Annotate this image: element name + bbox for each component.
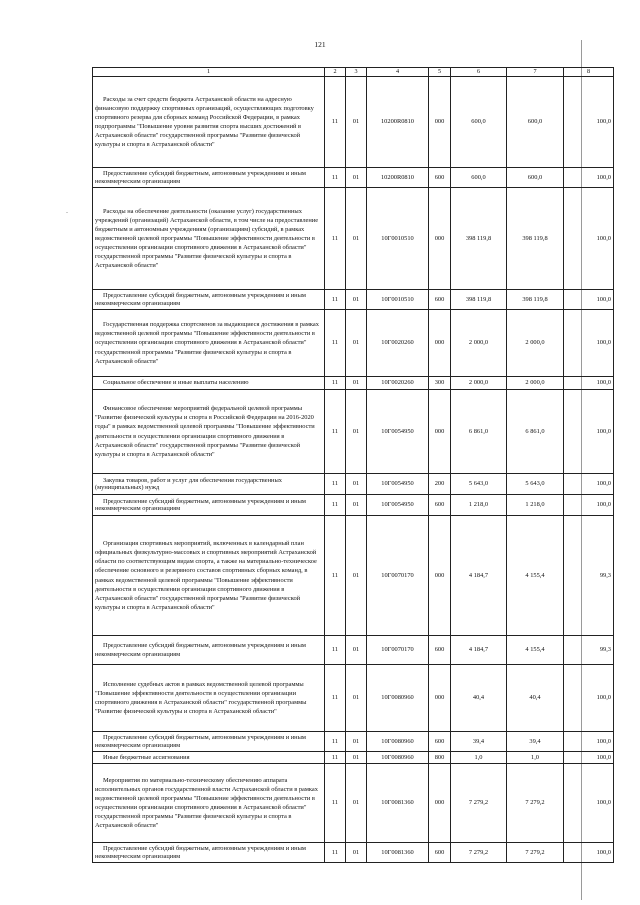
expense-type-code: 000 [429,665,451,732]
scan-mark: - [66,210,68,216]
executed-amount: 1 218,0 [507,495,564,516]
header-cell: 2 [325,68,346,77]
execution-percent: 99,3 [564,516,614,636]
expense-type-code: 000 [429,516,451,636]
section-code: 11 [325,732,346,752]
subsection-code: 01 [346,390,367,474]
row-name [93,636,325,665]
planned-amount: 6 861,0 [451,390,507,474]
table-row [93,188,614,290]
planned-amount: 398 119,8 [451,188,507,290]
subsection-code: 01 [346,495,367,516]
row-name [93,168,325,188]
subsection-code: 01 [346,168,367,188]
execution-percent: 100,0 [564,188,614,290]
row-name-text: Закупка товаров, работ и услуг для обеспечения государственных (муниципальных) нужд [95,476,282,491]
expense-type-code: 600 [429,843,451,863]
executed-amount: 7 279,2 [507,843,564,863]
row-name-text: Предоставление субсидий бюджетным, автономным учреждениям и иным некоммерческим организациям [95,734,306,749]
row-name-text: Финансовое обеспечение мероприятий федеральной целевой программы "Развитие физической культуры и спорта в Российской Федерации на 2016-2020 годы" в рамках ведомственной целевой программы "Повышение эффективности деятельности в осуществлении организации спортивного движения в Астраханской области" государственной программы "Развитие физической культуры и спорта в Астраханской области" [95,405,315,458]
planned-amount: 398 119,8 [451,290,507,310]
row-name-text: Организация спортивных мероприятий, включенных в календарный план официальных физкультурно-массовых и спортивных мероприятий Астраханской области по соответствующим видам спорта, а также на материально-техническое обеспечение основного и резервного составов спортивных сборных команд, в рамках ведомственной целевой программы "Повышение эффективности деятельности в осуществлении организации спортивного движения в Астраханской области" государственной программы "Развитие физической культуры и спорта в Астраханской области" [95,540,317,611]
target-article-code: 10Г0054950 [367,495,429,516]
page-number: 121 [314,40,326,49]
section-code: 11 [325,168,346,188]
executed-amount: 398 119,8 [507,290,564,310]
table-row [93,377,614,390]
table-row [93,843,614,863]
target-article-code: 10Г0054950 [367,474,429,495]
planned-amount: 4 184,7 [451,636,507,665]
row-name-text: Мероприятия по материально-техническому обеспечению аппарата исполнительных органов государственной власти Астраханской области в рамках ведомственной целевой программы "Повышение эффективности деятельности в осуществлении организации спортивного движения в Астраханской области" государственной программы "Развитие физической культуры и спорта в Астраханской области" [95,776,318,830]
header-cell: 1 [93,68,325,77]
execution-percent: 100,0 [564,474,614,495]
executed-amount: 600,0 [507,168,564,188]
table-row [93,495,614,516]
planned-amount: 4 184,7 [451,516,507,636]
row-name-text: Исполнение судебных актов в рамках ведомственной целевой программы "Повышение эффективности деятельности в осуществлении организации спортивного движения в Астраханской области" государственной программы "Развитие физической культуры и спорта в Астраханской области" [95,680,307,716]
expense-type-code: 600 [429,495,451,516]
executed-amount: 398 119,8 [507,188,564,290]
table-row [93,752,614,764]
subsection-code: 01 [346,188,367,290]
header-cell: 3 [346,68,367,77]
expense-type-code: 000 [429,77,451,168]
row-name [93,377,325,390]
row-name-text: Предоставление субсидий бюджетным, автономным учреждениям и иным некоммерческим организациям [95,292,306,307]
execution-percent: 100,0 [564,390,614,474]
expense-type-code: 600 [429,636,451,665]
row-name [93,474,325,495]
row-name-text: Предоставление субсидий бюджетным, автономным учреждениям и иным некоммерческим организациям [95,641,306,658]
execution-percent: 100,0 [564,495,614,516]
row-name [93,764,325,843]
planned-amount: 600,0 [451,168,507,188]
execution-percent: 100,0 [564,168,614,188]
expense-type-code: 000 [429,188,451,290]
target-article-code: 10Г0070170 [367,516,429,636]
section-code: 11 [325,516,346,636]
subsection-code: 01 [346,474,367,495]
section-code: 11 [325,290,346,310]
target-article-code: 10Г0081360 [367,843,429,863]
subsection-code: 01 [346,764,367,843]
executed-amount: 2 000,0 [507,310,564,377]
subsection-code: 01 [346,752,367,764]
section-code: 11 [325,843,346,863]
section-code: 11 [325,474,346,495]
planned-amount: 1 218,0 [451,495,507,516]
section-code: 11 [325,390,346,474]
execution-percent: 100,0 [564,77,614,168]
header-cell: 5 [429,68,451,77]
target-article-code: 10Г0080960 [367,752,429,764]
execution-percent: 100,0 [564,732,614,752]
subsection-code: 01 [346,290,367,310]
execution-percent: 100,0 [564,377,614,390]
execution-percent: 99,3 [564,636,614,665]
target-article-code: 10200R0810 [367,77,429,168]
table-row [93,290,614,310]
row-name-text: Государственная поддержка спортсменов за выдающиеся достижения в рамках ведомственной целевой программы "Повышение эффективности деятельности в осуществлении организации спортивного движения в Астраханской области" государственной программы "Развитие физической культуры и спорта в Астраханской области" [95,321,319,365]
row-name-text: Расходы за счет средств бюджета Астраханской области на адресную финансовую поддержку спортивных организаций, осуществляющих подготовку спортивного резерва для сборных команд Российской Федерации, в рамках подпрограммы "Повышение уровня развития спорта высших достижений в Астраханской области" государственной программы "Развитие физической культуры и спорта в Астраханской области" [95,95,314,149]
table-row [93,516,614,636]
target-article-code: 10Г0081360 [367,764,429,843]
row-name [93,310,325,377]
row-name [93,495,325,516]
table-row [93,732,614,752]
target-article-code: 10Г0020260 [367,310,429,377]
executed-amount: 4 155,4 [507,636,564,665]
row-name [93,290,325,310]
planned-amount: 2 000,0 [451,377,507,390]
row-name-text: Социальное обеспечение и иные выплаты населению [103,379,249,387]
executed-amount: 4 155,4 [507,516,564,636]
expense-type-code: 000 [429,764,451,843]
header-cell: 6 [451,68,507,77]
row-name-text: Предоставление субсидий бюджетным, автономным учреждениям и иным некоммерческим организациям [95,845,306,860]
row-name [93,188,325,290]
section-code: 11 [325,377,346,390]
table-row [93,665,614,732]
row-name-text: Иные бюджетные ассигнования [103,753,190,761]
row-name-text: Предоставление субсидий бюджетным, автономным учреждениям и иным некоммерческим организациям [95,497,306,512]
executed-amount: 2 000,0 [507,377,564,390]
target-article-code: 10Г0070170 [367,636,429,665]
execution-percent: 100,0 [564,764,614,843]
expense-type-code: 600 [429,732,451,752]
planned-amount: 600,0 [451,77,507,168]
target-article-code: 10Г0080960 [367,732,429,752]
planned-amount: 7 279,2 [451,764,507,843]
row-name [93,77,325,168]
row-name-text: Расходы на обеспечение деятельности (оказание услуг) государственных учреждений (организаций) Астраханской области, в том числе на предоставление бюджетным и автономным учреждениям (организациям) субсидий, в рамках ведомственной целевой программы "Повышение эффективности деятельности в осуществлении организации спортивного движения в Астраханской области" государственной программы "Развитие физической культуры и спорта в Астраханской области" [95,207,319,270]
table-header-row [93,68,614,77]
row-name [93,516,325,636]
expense-type-code: 300 [429,377,451,390]
subsection-code: 01 [346,310,367,377]
planned-amount: 1,0 [451,752,507,764]
target-article-code: 10200R0810 [367,168,429,188]
row-name [93,732,325,752]
section-code: 11 [325,764,346,843]
subsection-code: 01 [346,77,367,168]
row-name-text: Предоставление субсидий бюджетным, автономным учреждениям и иным некоммерческим организациям [95,170,306,185]
expense-type-code: 200 [429,474,451,495]
header-cell: 7 [507,68,564,77]
executed-amount: 39,4 [507,732,564,752]
executed-amount: 40,4 [507,665,564,732]
execution-percent: 100,0 [564,665,614,732]
planned-amount: 40,4 [451,665,507,732]
subsection-code: 01 [346,732,367,752]
planned-amount: 5 643,0 [451,474,507,495]
target-article-code: 10Г0010510 [367,188,429,290]
executed-amount: 7 279,2 [507,764,564,843]
target-article-code: 10Г0080960 [367,665,429,732]
row-name [93,665,325,732]
expense-type-code: 600 [429,168,451,188]
target-article-code: 10Г0054950 [367,390,429,474]
header-cell: 8 [564,68,614,77]
planned-amount: 2 000,0 [451,310,507,377]
planned-amount: 39,4 [451,732,507,752]
subsection-code: 01 [346,636,367,665]
section-code: 11 [325,495,346,516]
expense-type-code: 600 [429,290,451,310]
section-code: 11 [325,752,346,764]
expense-type-code: 000 [429,310,451,377]
table-row [93,390,614,474]
row-name [93,390,325,474]
table-row [93,310,614,377]
target-article-code: 10Г0010510 [367,290,429,310]
expense-type-code: 000 [429,390,451,474]
budget-table [92,67,614,863]
execution-percent: 100,0 [564,843,614,863]
table-row [93,474,614,495]
row-name [93,752,325,764]
table-row [93,636,614,665]
section-code: 11 [325,188,346,290]
section-code: 11 [325,665,346,732]
execution-percent: 100,0 [564,290,614,310]
subsection-code: 01 [346,516,367,636]
execution-percent: 100,0 [564,310,614,377]
planned-amount: 7 279,2 [451,843,507,863]
table-row [93,77,614,168]
table-row [93,168,614,188]
executed-amount: 600,0 [507,77,564,168]
target-article-code: 10Г0020260 [367,377,429,390]
executed-amount: 6 861,0 [507,390,564,474]
section-code: 11 [325,636,346,665]
subsection-code: 01 [346,377,367,390]
section-code: 11 [325,77,346,168]
section-code: 11 [325,310,346,377]
table-row [93,764,614,843]
subsection-code: 01 [346,665,367,732]
expense-type-code: 800 [429,752,451,764]
row-name [93,843,325,863]
executed-amount: 1,0 [507,752,564,764]
subsection-code: 01 [346,843,367,863]
executed-amount: 5 643,0 [507,474,564,495]
header-cell: 4 [367,68,429,77]
execution-percent: 100,0 [564,752,614,764]
